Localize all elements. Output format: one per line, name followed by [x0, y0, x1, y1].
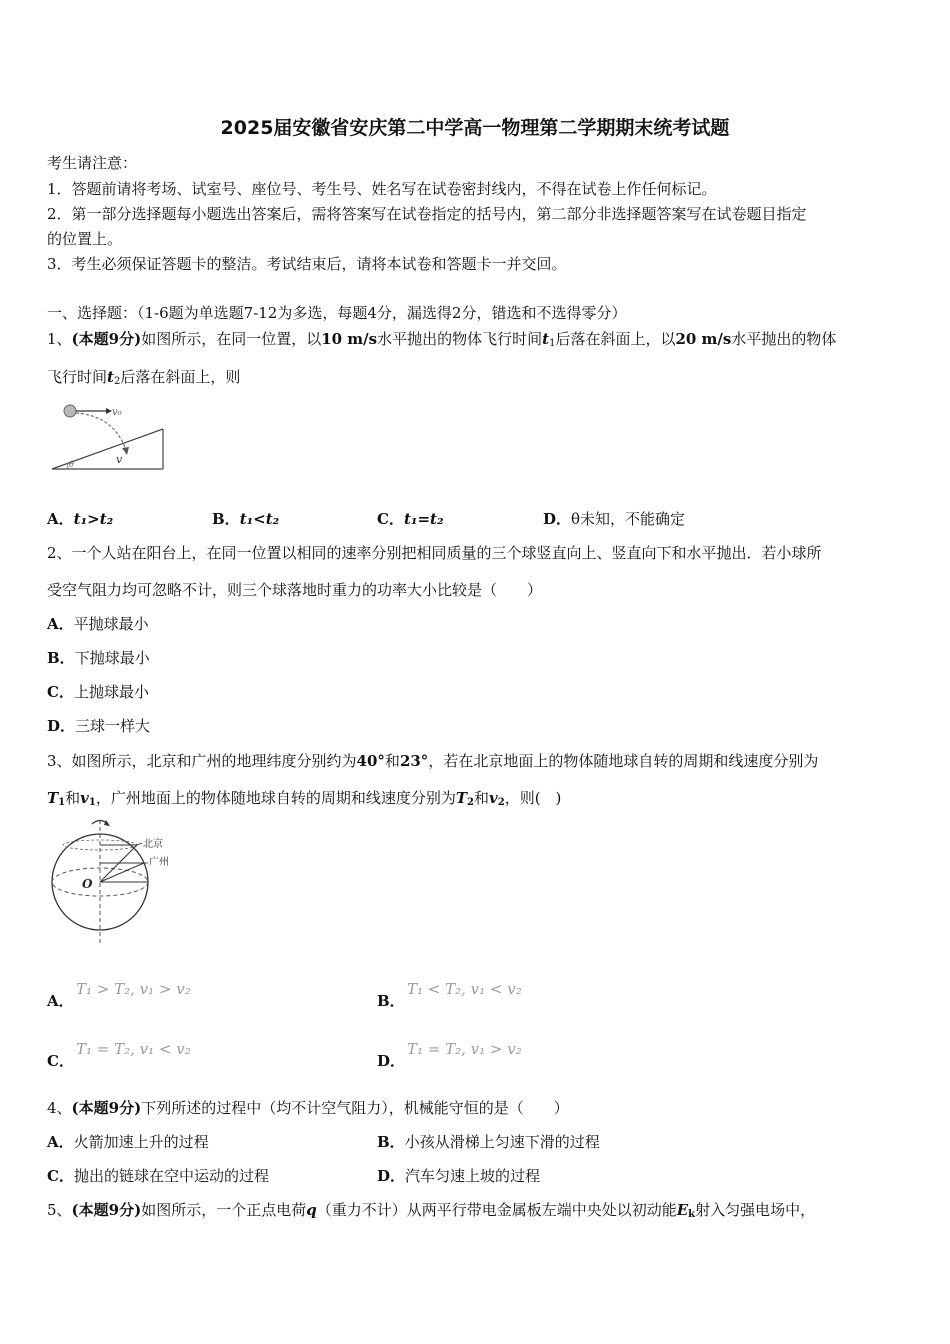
notice-item: 1．答题前请将考场、试室号、座位号、考生号、姓名写在试卷密封线内，不得在试卷上作任何标记。 — [47, 180, 717, 198]
globe-figure — [48, 818, 183, 946]
option-a-formula: T₁ > T₂, v₁ > v₂ — [76, 980, 191, 998]
label-guangzhou: 广州 — [149, 857, 169, 868]
option-a: A．t₁>t₂ — [47, 510, 114, 528]
notice-item: 的位置上。 — [47, 230, 123, 248]
question-number: 1、 — [47, 330, 72, 348]
option-c: C．上抛球最小 — [47, 683, 149, 701]
page-title: 2025届安徽省安庆第二中学高一物理第二学期期末统考试题 — [220, 117, 730, 139]
label-v: v — [116, 453, 123, 466]
option-d-label: D． — [377, 1052, 406, 1070]
label-beijing: 北京 — [143, 839, 163, 850]
label-o: O — [82, 877, 93, 891]
question-2-line-2: 受空气阻力均可忽略不计，则三个球落地时重力的功率大小比较是（ ） — [47, 581, 543, 599]
option-d: D．三球一样大 — [47, 717, 151, 735]
option-a: A．平抛球最小 — [47, 615, 149, 633]
option-c: C．t₁=t₂ — [377, 510, 444, 528]
option-b: B．小孩从滑梯上匀速下滑的过程 — [377, 1133, 600, 1151]
notice-item: 3．考生必须保证答题卡的整洁。考试结束后，请将本试卷和答题卡一并交回。 — [47, 255, 567, 273]
option-d: D．θ未知，不能确定 — [543, 510, 686, 528]
label-v0: v₀ — [112, 407, 122, 418]
section-heading: 一、选择题：（1-6题为单选题7-12为多选，每题4分，漏选得2分，错选和不选得零分） — [47, 304, 627, 322]
option-a-label: A． — [47, 992, 74, 1010]
question-3-line-1: 3、如图所示，北京和广州的地理纬度分别约为40°和23°，若在北京地面上的物体随地球自转的周期和线速度分别为 — [47, 752, 819, 770]
question-1-line-2: 飞行时间$t_2$后落在斜面上，则 — [47, 368, 241, 387]
option-a: A．火箭加速上升的过程 — [47, 1133, 209, 1151]
question-2-line-1: 2、一个人站在阳台上，在同一位置以相同的速率分别把相同质量的三个球竖直向上、竖直向下和水平抛出．若小球所 — [47, 544, 822, 562]
notice-item: 2．第一部分选择题每小题选出答案后，需将答案写在试卷指定的括号内，第二部分非选择题答案写在试卷题目指定 — [47, 205, 807, 223]
question-4-stem: 4、(本题9分)下列所述的过程中（均不计空气阻力），机械能守恒的是（ ） — [47, 1099, 569, 1117]
option-d: D．汽车匀速上坡的过程 — [377, 1167, 541, 1185]
option-b-formula: T₁ < T₂, v₁ < v₂ — [407, 980, 522, 998]
option-c-label: C． — [47, 1052, 74, 1070]
option-c-formula: T₁ = T₂, v₁ < v₂ — [76, 1040, 191, 1058]
option-d-formula: T₁ = T₂, v₁ > v₂ — [407, 1040, 522, 1058]
option-b-label: B． — [377, 992, 405, 1010]
question-1-line-1: 1、(本题9分)如图所示，在同一位置，以10 m/s水平抛出的物体飞行时间$t_1$后落在斜面上，以20 m/s水平抛出的物体 — [47, 330, 837, 349]
option-b: B．下抛球最小 — [47, 649, 150, 667]
notice-heading: 考生请注意： — [47, 154, 138, 172]
question-5-stem: 5、(本题9分)如图所示，一个正点电荷q（重力不计）从两平行带电金属板左端中央处以初动能$E_k$射入匀强电场中， — [47, 1201, 816, 1220]
question-score: (本题9分) — [71, 330, 142, 348]
question-3-line-2: $T_1$和$v_1$，广州地面上的物体随地球自转的周期和线速度分别为$T_2$和$v_2$，则( ) — [47, 789, 562, 808]
option-b: B．t₁<t₂ — [212, 510, 280, 528]
label-theta: θ — [69, 460, 74, 469]
incline-figure — [48, 400, 168, 475]
ball — [64, 405, 76, 417]
option-c: C．抛出的链球在空中运动的过程 — [47, 1167, 269, 1185]
